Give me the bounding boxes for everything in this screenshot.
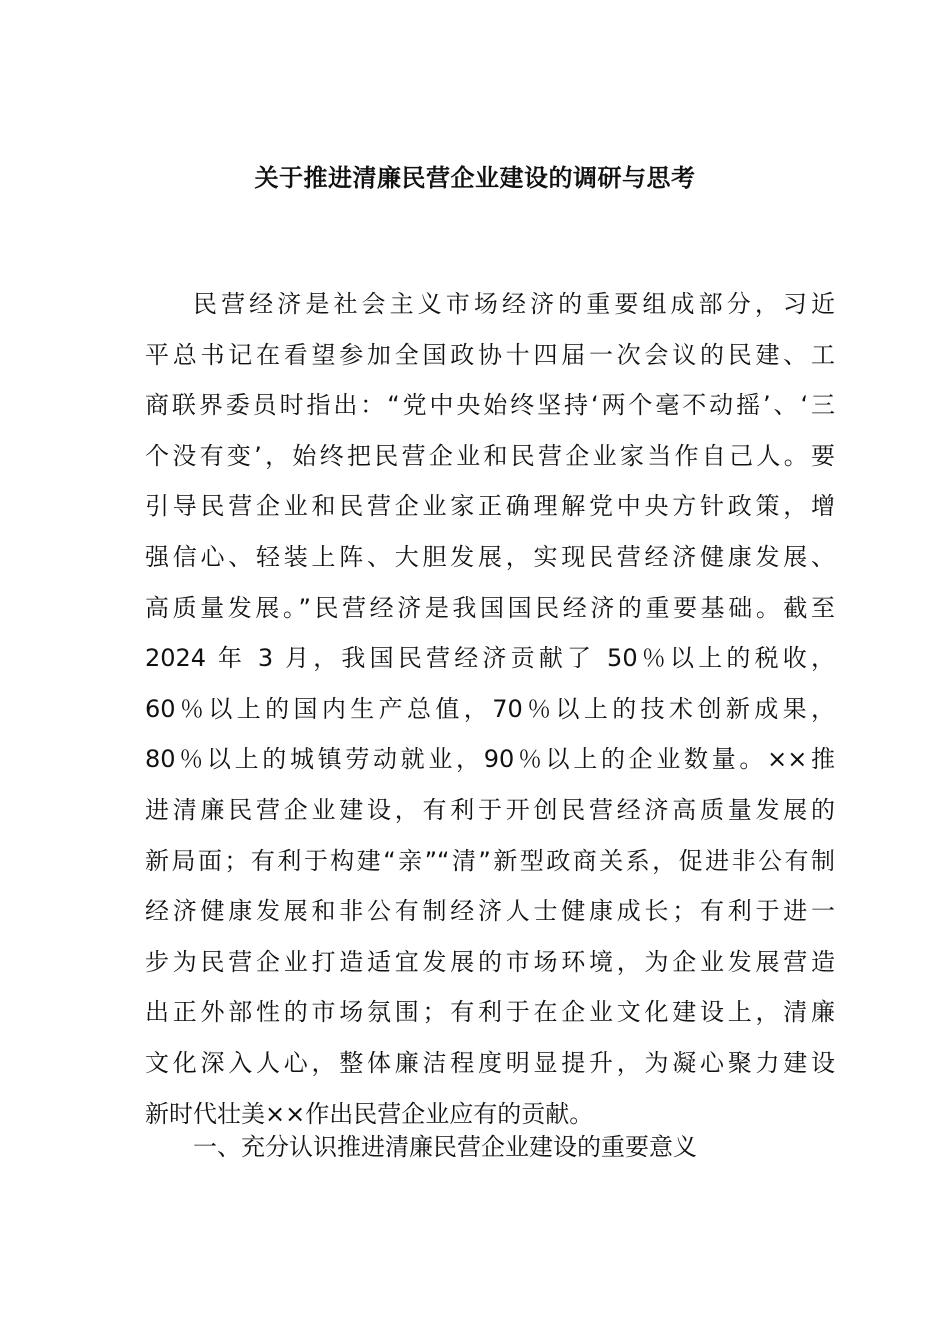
paragraph-line: 80％以上的城镇劳动就业，90％以上的企业数量。××推 — [145, 745, 835, 774]
paragraph-line: 高质量发展。”民营经济是我国国民经济的重要基础。截至 — [145, 593, 835, 622]
paragraph-line: 平总书记在看望参加全国政协十四届一次会议的民建、工 — [145, 340, 835, 369]
paragraph-line: 2024 年 3 月，我国民营经济贡献了 50％以上的税收， — [145, 644, 835, 673]
paragraph-intro — [145, 279, 835, 1139]
paragraph-line: 文化深入人心，整体廉洁程度明显提升，为凝心聚力建设 — [145, 1048, 835, 1077]
document-title: 关于推进清廉民营企业建设的调研与思考 — [254, 164, 696, 192]
paragraph-line: 步为民营企业打造适宜发展的市场环境，为企业发展营造 — [145, 947, 835, 976]
section-heading: 一、充分认识推进清廉民营企业建设的重要意义 — [193, 1133, 697, 1161]
paragraph-line: 强信心、轻装上阵、大胆发展，实现民营经济健康发展、 — [145, 542, 835, 571]
paragraph-line: 引导民营企业和民营企业家正确理解党中央方针政策，增 — [145, 492, 835, 521]
paragraph-line: 新时代壮美××作出民营企业应有的贡献。 — [145, 1099, 594, 1128]
paragraph-line: 60％以上的国内生产总值，70％以上的技术创新成果， — [145, 694, 835, 723]
paragraph-line: 新局面；有利于构建“亲”“清”新型政商关系，促进非公有制 — [145, 846, 835, 875]
paragraph-line: 进清廉民营企业建设，有利于开创民营经济高质量发展的 — [145, 795, 835, 824]
paragraph-line: 个没有变’，始终把民营企业和民营企业家当作自己人。要 — [145, 441, 835, 470]
paragraph-line: 经济健康发展和非公有制经济人士健康成长；有利于进一 — [145, 897, 835, 926]
paragraph-line: 出正外部性的市场氛围；有利于在企业文化建设上，清廉 — [145, 998, 835, 1027]
paragraph-line: 民营经济是社会主义市场经济的重要组成部分，习近 — [193, 290, 835, 318]
paragraph-line: 商联界委员时指出：“党中央始终坚持‘两个毫不动摇’、‘三 — [145, 391, 835, 420]
